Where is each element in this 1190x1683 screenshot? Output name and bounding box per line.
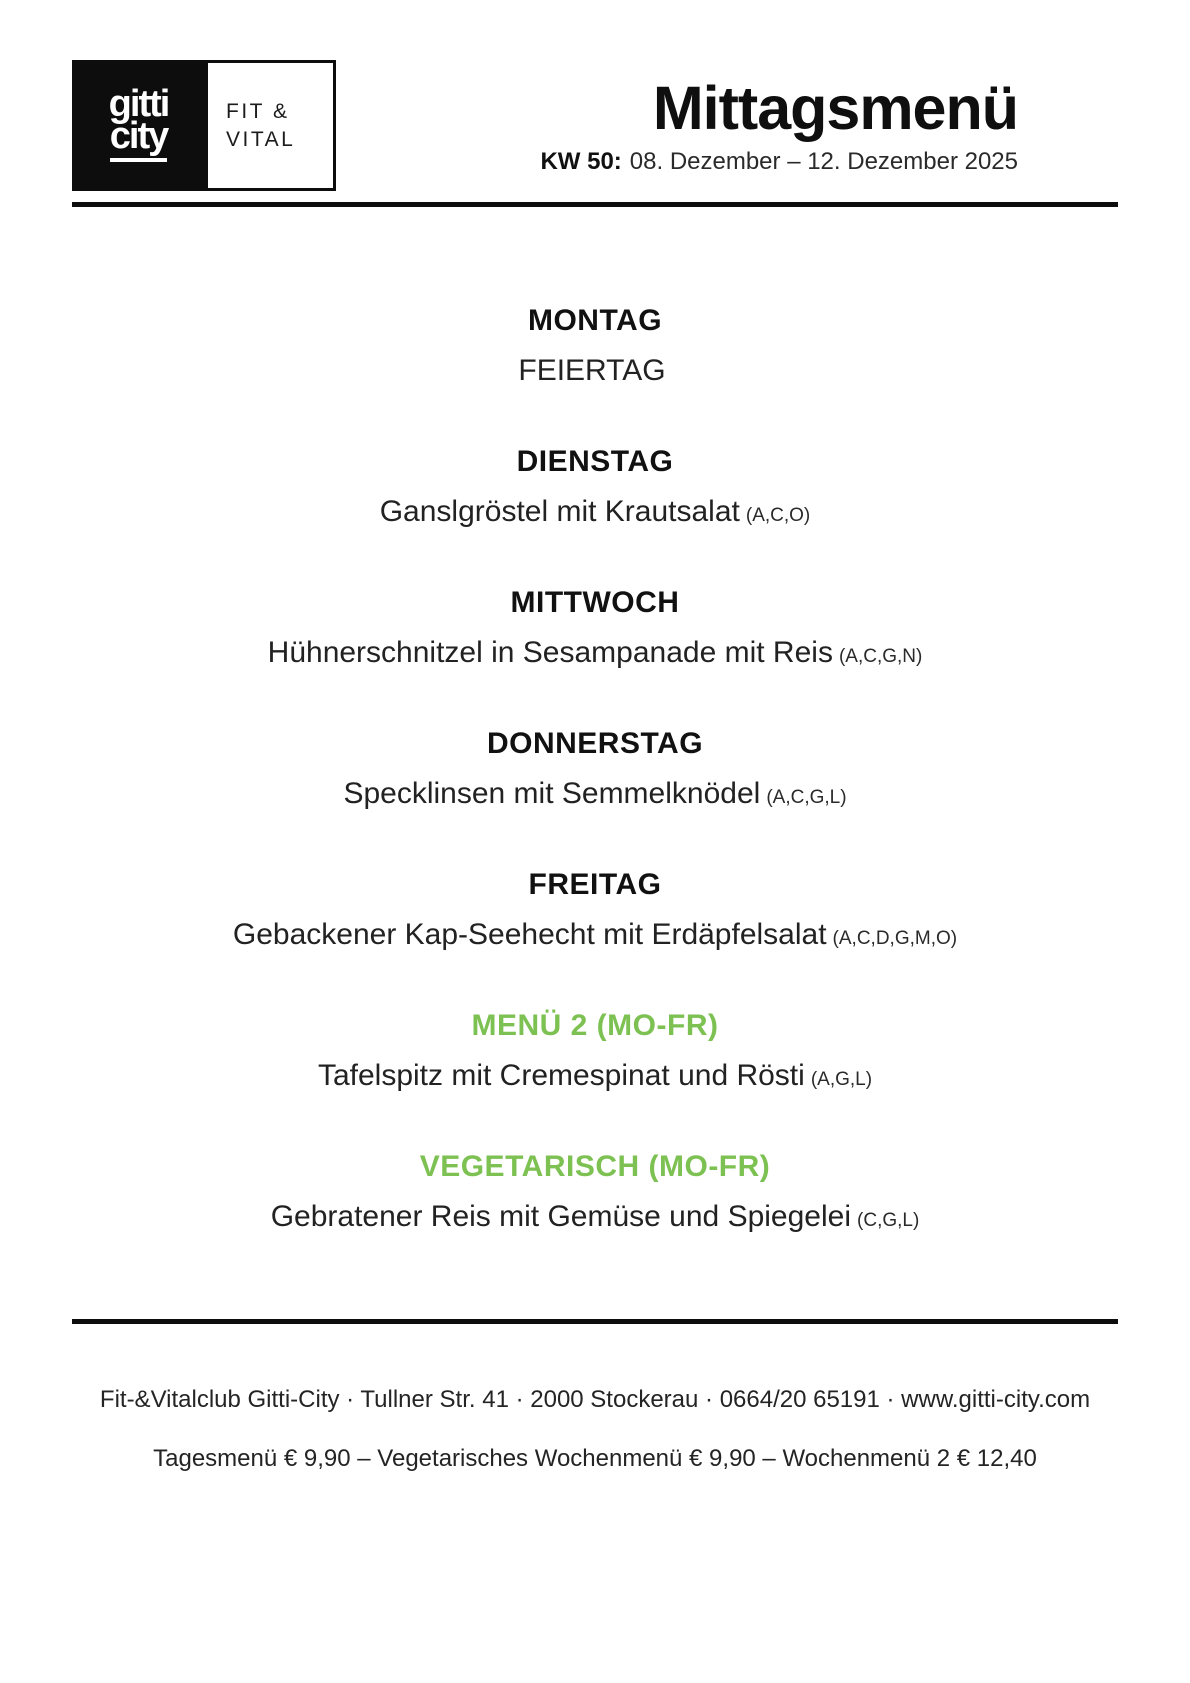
day-header: VEGETARISCH (MO-FR) — [419, 1150, 771, 1183]
logo-brand-box — [72, 60, 205, 191]
menu-section-mittwoch — [72, 586, 1118, 670]
logo-tagline-box — [205, 60, 336, 191]
week-range: 08. Dezember – 12. Dezember 2025 — [629, 148, 1018, 175]
footer-prices-line: Tagesmenü € 9,90 – Vegetarisches Wochenmenü € 9,90 – Wochenmenü 2 € 12,40 — [153, 1445, 1037, 1472]
footer-contact-line: Fit-&Vitalclub Gitti-City · Tullner Str. 41 · 2000 Stockerau · 0664/20 65191 · www.gitti-city.com — [99, 1386, 1091, 1413]
day-header: DONNERSTAG — [486, 727, 704, 760]
allergen-codes: (A,C,D,G,M,O) — [832, 928, 958, 949]
day-header: MITTWOCH — [510, 586, 680, 619]
logo-brand-line2: city — [110, 121, 167, 162]
gitti-city-logo — [72, 60, 336, 191]
logo-tagline-line2: VITAL — [226, 127, 296, 151]
dish-name: Hühnerschnitzel in Sesampanade mit Reis — [267, 636, 833, 669]
dish-line — [72, 777, 1118, 811]
bottom-divider — [72, 1319, 1118, 1324]
menu-section-montag — [72, 304, 1118, 388]
allergen-codes: (A,G,L) — [810, 1069, 873, 1090]
day-header: MONTAG — [527, 304, 663, 337]
menu-section-menu2 — [72, 1009, 1118, 1093]
menu-section-donnerstag — [72, 727, 1118, 811]
logo-brand-line1: gitti — [108, 83, 169, 126]
dish-name: FEIERTAG — [518, 354, 666, 387]
week-label: KW 50: — [540, 148, 622, 175]
menu-list — [72, 304, 1118, 1234]
allergen-codes: (A,C,O) — [745, 505, 811, 526]
page-footer — [72, 1386, 1118, 1473]
dish-name: Gebratener Reis mit Gemüse und Spiegelei — [270, 1200, 852, 1233]
dish-name: Tafelspitz mit Cremespinat und Rösti — [317, 1059, 805, 1092]
week-line — [540, 148, 1018, 176]
allergen-codes: (A,C,G,L) — [766, 787, 847, 808]
page-header — [72, 60, 1118, 191]
dish-line — [72, 1059, 1118, 1093]
logo-tagline-line1: FIT & — [226, 100, 290, 124]
allergen-codes: (A,C,G,N) — [838, 646, 923, 667]
dish-line — [72, 918, 1118, 952]
title-block — [540, 60, 1018, 176]
dish-name: Ganslgröstel mit Krautsalat — [379, 495, 740, 528]
dish-line — [72, 354, 1118, 388]
day-header: FREITAG — [528, 868, 662, 901]
menu-section-freitag — [72, 868, 1118, 952]
dish-line — [72, 636, 1118, 670]
day-header: MENÜ 2 (MO-FR) — [471, 1009, 719, 1042]
page-title: Mittagsmenü — [652, 74, 1018, 142]
dish-name: Gebackener Kap-Seehecht mit Erdäpfelsalat — [232, 918, 827, 951]
dish-line — [72, 1200, 1118, 1234]
day-header: DIENSTAG — [516, 445, 674, 478]
allergen-codes: (C,G,L) — [857, 1210, 920, 1231]
dish-line — [72, 495, 1118, 529]
menu-section-dienstag — [72, 445, 1118, 529]
top-divider — [72, 202, 1118, 207]
dish-name: Specklinsen mit Semmelknödel — [343, 777, 761, 810]
menu-section-vegetarisch — [72, 1150, 1118, 1234]
